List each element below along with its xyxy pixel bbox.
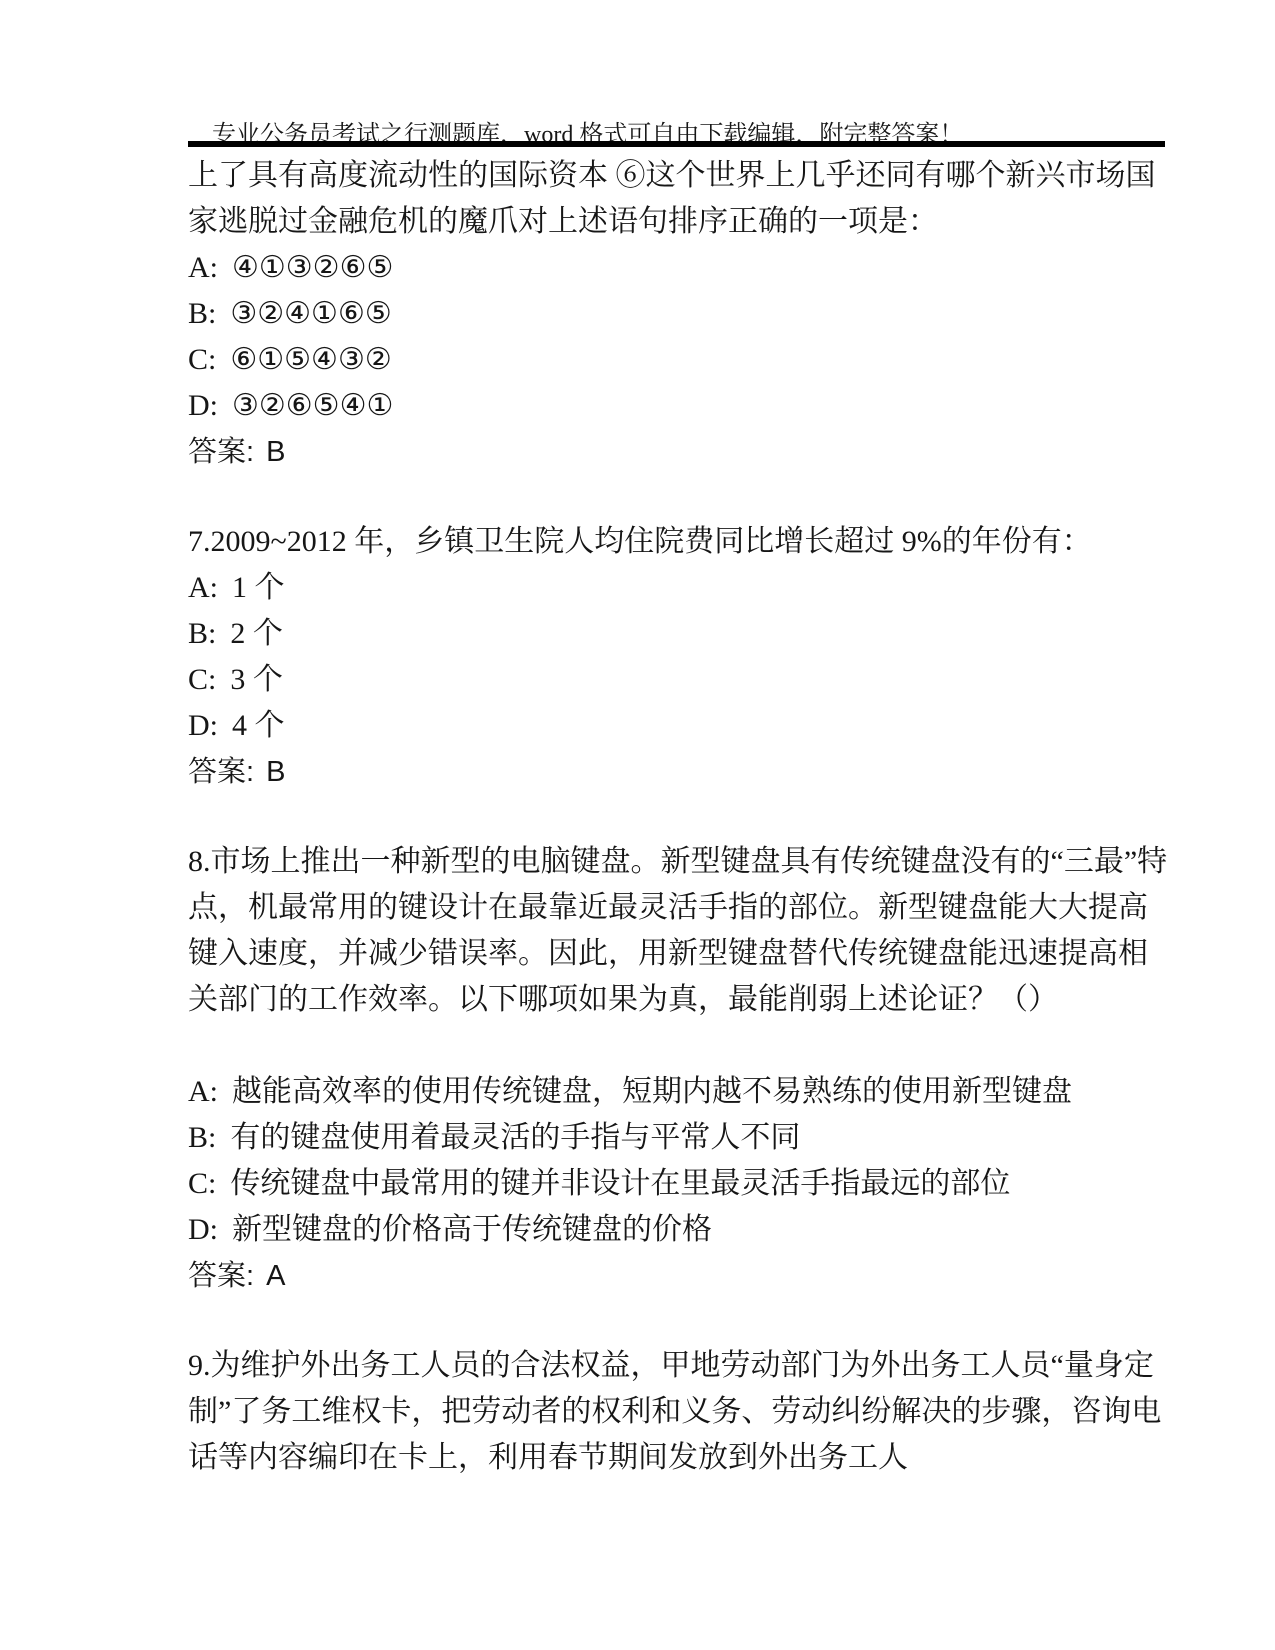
option-label: D: bbox=[188, 1213, 218, 1246]
option-label: C: bbox=[188, 663, 217, 696]
header-text: 专业公务员考试之行测题库，word 格式可自由下载编辑，附完整答案！ bbox=[212, 122, 964, 148]
question-stem: 上了具有高度流动性的国际资本 ⑥这个世界上几乎还同有哪个新兴市场国家逃脱过金融危机的魔爪对上述语句排序正确的一项是： bbox=[188, 159, 1156, 238]
option-text: 新型键盘的价格高于传统键盘的价格 bbox=[232, 1213, 712, 1246]
header-divider-rule bbox=[188, 141, 1165, 147]
option-label: B: bbox=[188, 297, 217, 330]
question-block-8 bbox=[188, 839, 1174, 1299]
option-text: ④①③②⑥⑤ bbox=[232, 251, 394, 284]
answer-value: B bbox=[266, 756, 286, 788]
answer-value: B bbox=[266, 436, 286, 468]
option-label: A: bbox=[188, 571, 218, 604]
option-label: B: bbox=[188, 1121, 217, 1154]
question-block-9 bbox=[188, 1343, 1174, 1481]
question-stem: 9.为维护外出务工人员的合法权益，甲地劳动部门为外出务工人员“量身定制”了务工维权卡，把劳动者的权利和义务、劳动纠纷解决的步骤，咨询电话等内容编印在卡上，利用春节期间发放到外出务工人 bbox=[188, 1349, 1162, 1474]
option-label: D: bbox=[188, 709, 218, 742]
option-text: 传统键盘中最常用的键并非设计在里最灵活手指最远的部位 bbox=[230, 1167, 1011, 1200]
answer-line bbox=[188, 749, 1174, 795]
answer-value: A bbox=[266, 1260, 286, 1292]
option-label: A: bbox=[188, 1075, 218, 1108]
answer-line bbox=[188, 1253, 1174, 1299]
option-label: D: bbox=[188, 389, 218, 422]
document-content bbox=[188, 153, 1174, 1481]
option-line-b bbox=[188, 1115, 1174, 1161]
option-line-d bbox=[188, 383, 1174, 429]
option-label: C: bbox=[188, 343, 217, 376]
option-line-a bbox=[188, 245, 1174, 291]
option-label: C: bbox=[188, 1167, 217, 1200]
option-line-c bbox=[188, 337, 1174, 383]
option-line-a bbox=[188, 1069, 1174, 1115]
option-line-b bbox=[188, 611, 1174, 657]
question-stem: 8.市场上推出一种新型的电脑键盘。新型键盘具有传统键盘没有的“三最”特点，机最常用的键设计在最靠近最灵活手指的部位。新型键盘能大大提高键入速度，并减少错误率。因此，用新型键盘替代传统键盘能迅速提高相关部门的工作效率。以下哪项如果为真，最能削弱上述论证？（） bbox=[188, 845, 1168, 1016]
option-text: 3 个 bbox=[230, 663, 283, 696]
question-block-7 bbox=[188, 519, 1174, 795]
answer-line bbox=[188, 429, 1174, 475]
question-block-6 bbox=[188, 153, 1174, 475]
option-label: B: bbox=[188, 617, 217, 650]
option-line-c bbox=[188, 1161, 1174, 1207]
option-line-d bbox=[188, 1207, 1174, 1253]
answer-label: 答案: bbox=[188, 436, 255, 468]
option-text: 1 个 bbox=[232, 571, 285, 604]
question-stem: 7.2009~2012 年，乡镇卫生院人均住院费同比增长超过 9%的年份有： bbox=[188, 525, 1092, 558]
option-text: ⑥①⑤④③② bbox=[230, 343, 392, 376]
answer-label: 答案: bbox=[188, 1260, 255, 1292]
option-text: ③②⑥⑤④① bbox=[232, 389, 394, 422]
option-line-a bbox=[188, 565, 1174, 611]
answer-label: 答案: bbox=[188, 756, 255, 788]
option-text: 2 个 bbox=[230, 617, 283, 650]
option-text: 有的键盘使用着最灵活的手指与平常人不同 bbox=[230, 1121, 801, 1154]
option-text: 越能高效率的使用传统键盘，短期内越不易熟练的使用新型键盘 bbox=[232, 1075, 1072, 1108]
option-line-d bbox=[188, 703, 1174, 749]
option-text: 4 个 bbox=[232, 709, 285, 742]
option-line-b bbox=[188, 291, 1174, 337]
option-text: ③②④①⑥⑤ bbox=[230, 297, 392, 330]
option-label: A: bbox=[188, 251, 218, 284]
option-line-c bbox=[188, 657, 1174, 703]
